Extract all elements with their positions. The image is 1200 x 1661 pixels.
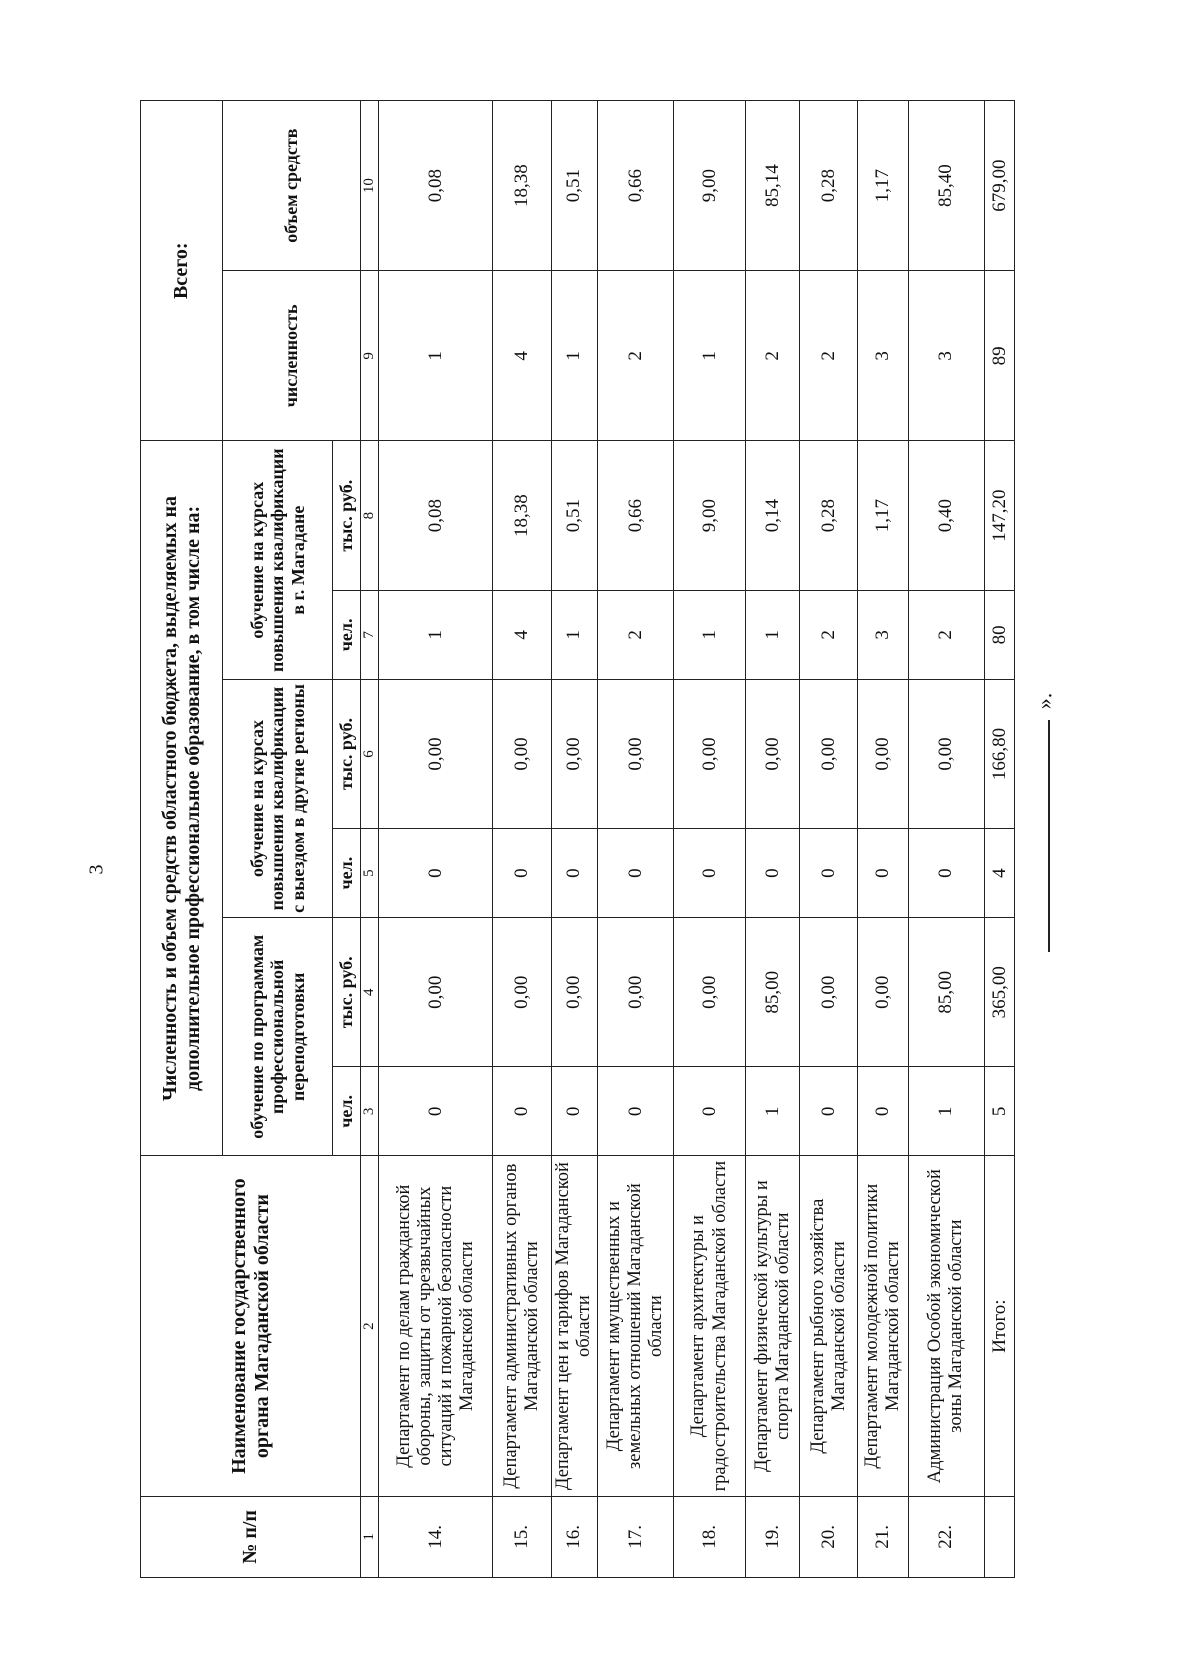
value-cell: 4 [493,590,551,679]
value-cell: 1 [551,590,597,679]
table-row [908,101,984,1578]
total-value-cell: 5 [984,1067,1014,1156]
value-cell: 2 [746,271,800,441]
unit-sum: тыс. руб. [333,918,361,1067]
value-cell: 18,38 [493,101,551,271]
index-cell: 6 [361,679,379,828]
value-cell: 2 [800,271,858,441]
table-row [378,101,492,1578]
rotated-table-container [140,100,1015,1578]
value-cell: 3 [858,590,908,679]
value-cell: 0,40 [908,441,984,590]
value-cell: 0 [858,829,908,918]
value-cell: 0,28 [800,441,858,590]
row-number-cell: 22. [908,1496,984,1577]
table-row [800,101,858,1578]
row-number-cell: 16. [551,1496,597,1577]
value-cell: 0,00 [551,679,597,828]
value-cell: 0,00 [908,679,984,828]
value-cell: 0 [673,829,745,918]
value-cell: 0,66 [597,441,673,590]
unit-sum: тыс. руб. [333,679,361,828]
table-row [746,101,800,1578]
value-cell: 0,00 [673,679,745,828]
total-empty-cell [984,1496,1014,1577]
value-cell: 0 [800,829,858,918]
value-cell: 0,00 [858,679,908,828]
org-name-cell: Департамент имущественных и земельных отношений Магаданской области [597,1156,673,1496]
table-row [493,101,551,1578]
value-cell: 85,40 [908,101,984,271]
value-cell: 85,00 [746,918,800,1067]
value-cell: 85,14 [746,101,800,271]
org-name-cell: Департамент цен и тарифов Магаданской области [551,1156,597,1496]
total-value-cell: 147,20 [984,441,1014,590]
index-cell: 5 [361,829,379,918]
value-cell: 0 [551,829,597,918]
value-cell: 0 [493,829,551,918]
total-label: Итого: [984,1156,1014,1496]
value-cell: 0,51 [551,441,597,590]
org-name-cell: Администрация Особой экономической зоны Магаданской области [908,1156,984,1496]
value-cell: 1,17 [858,441,908,590]
value-cell: 0,00 [378,918,492,1067]
value-cell: 1,17 [858,101,908,271]
value-cell: 0 [551,1067,597,1156]
value-cell: 0,66 [597,101,673,271]
value-cell: 9,00 [673,101,745,271]
org-name-cell: Департамент административных органов Магаданской области [493,1156,551,1496]
value-cell: 2 [597,590,673,679]
value-cell: 0,00 [800,679,858,828]
value-cell: 0 [746,829,800,918]
table-row [858,101,908,1578]
value-cell: 0,00 [597,918,673,1067]
header-total-people: численность [223,271,361,441]
row-number-cell: 18. [673,1496,745,1577]
index-row [361,101,379,1578]
value-cell: 0 [908,829,984,918]
header-num: № п/п [141,1496,361,1577]
org-name-cell: Департамент физической культуры и спорта Магаданской области [746,1156,800,1496]
unit-people: чел. [333,1067,361,1156]
value-cell: 0 [378,829,492,918]
value-cell: 1 [378,590,492,679]
header-total: Всего: [141,101,223,441]
value-cell: 0,00 [378,679,492,828]
value-cell: 1 [746,1067,800,1156]
value-cell: 18,38 [493,441,551,590]
value-cell: 4 [493,271,551,441]
value-cell: 0,00 [800,918,858,1067]
value-cell: 1 [673,271,745,441]
closing-quote: ». [1031,692,1057,710]
index-cell: 4 [361,918,379,1067]
value-cell: 1 [908,1067,984,1156]
unit-people: чел. [333,829,361,918]
index-cell: 8 [361,441,379,590]
header-group: Численность и объем средств областного бюджета, выделяемых на дополнительное профессиональное образование, в том числе на: [141,441,223,1156]
total-value-cell: 80 [984,590,1014,679]
header-sub-retraining: обучение по программам профессиональной переподготовки [223,918,333,1156]
total-value-cell: 365,00 [984,918,1014,1067]
row-number-cell: 20. [800,1496,858,1577]
value-cell: 2 [908,590,984,679]
index-cell: 2 [361,1156,379,1496]
value-cell: 0,00 [746,679,800,828]
value-cell: 0 [493,1067,551,1156]
index-cell: 1 [361,1496,379,1577]
value-cell: 9,00 [673,441,745,590]
index-cell: 3 [361,1067,379,1156]
page-number: 3 [85,864,108,875]
index-cell: 7 [361,590,379,679]
org-name-cell: Департамент по делам гражданской обороны, защиты от чрезвычайных ситуаций и пожарной безопасности Магаданской области [378,1156,492,1496]
total-row [984,101,1014,1578]
value-cell: 0 [597,1067,673,1156]
value-cell: 0,28 [800,101,858,271]
org-name-cell: Департамент рыбного хозяйства Магаданской области [800,1156,858,1496]
value-cell: 2 [800,590,858,679]
index-cell: 9 [361,271,379,441]
value-cell: 0 [597,829,673,918]
value-cell: 1 [673,590,745,679]
org-name-cell: Департамент молодежной политики Магаданской области [858,1156,908,1496]
value-cell: 0 [673,1067,745,1156]
unit-people: чел. [333,590,361,679]
value-cell: 1 [551,271,597,441]
value-cell: 0,00 [493,918,551,1067]
unit-sum: тыс. руб. [333,441,361,590]
table-row [551,101,597,1578]
value-cell: 1 [378,271,492,441]
total-value-cell: 4 [984,829,1014,918]
value-cell: 0,00 [493,679,551,828]
row-number-cell: 21. [858,1496,908,1577]
row-number-cell: 19. [746,1496,800,1577]
value-cell: 3 [858,271,908,441]
value-cell: 0,14 [746,441,800,590]
row-number-cell: 14. [378,1496,492,1577]
value-cell: 0 [378,1067,492,1156]
total-value-cell: 89 [984,271,1014,441]
total-value-cell: 679,00 [984,101,1014,271]
index-cell: 10 [361,101,379,271]
budget-education-table [140,100,1015,1578]
row-number-cell: 17. [597,1496,673,1577]
value-cell: 85,00 [908,918,984,1067]
value-cell: 0,00 [551,918,597,1067]
value-cell: 0,51 [551,101,597,271]
value-cell: 0,00 [597,679,673,828]
table-row [597,101,673,1578]
header-total-sum: объем средств [223,101,361,271]
value-cell: 2 [597,271,673,441]
value-cell: 0,08 [378,101,492,271]
value-cell: 0,00 [673,918,745,1067]
value-cell: 0 [800,1067,858,1156]
closing-rule [1048,720,1050,952]
row-number-cell: 15. [493,1496,551,1577]
value-cell: 0 [858,1067,908,1156]
value-cell: 1 [746,590,800,679]
header-sub-magadan: обучение на курсах повышения квалификации в г. Магадане [223,441,333,679]
header-sub-other-regions: обучение на курсах повышения квалификации с выездом в другие регионы [223,679,333,917]
value-cell: 0,08 [378,441,492,590]
value-cell: 0,00 [858,918,908,1067]
value-cell: 3 [908,271,984,441]
header-name: Наименование государственного органа Магаданской области [141,1156,361,1496]
total-value-cell: 166,80 [984,679,1014,828]
table-row [673,101,745,1578]
org-name-cell: Департамент архитектуры и градостроительства Магаданской области [673,1156,745,1496]
